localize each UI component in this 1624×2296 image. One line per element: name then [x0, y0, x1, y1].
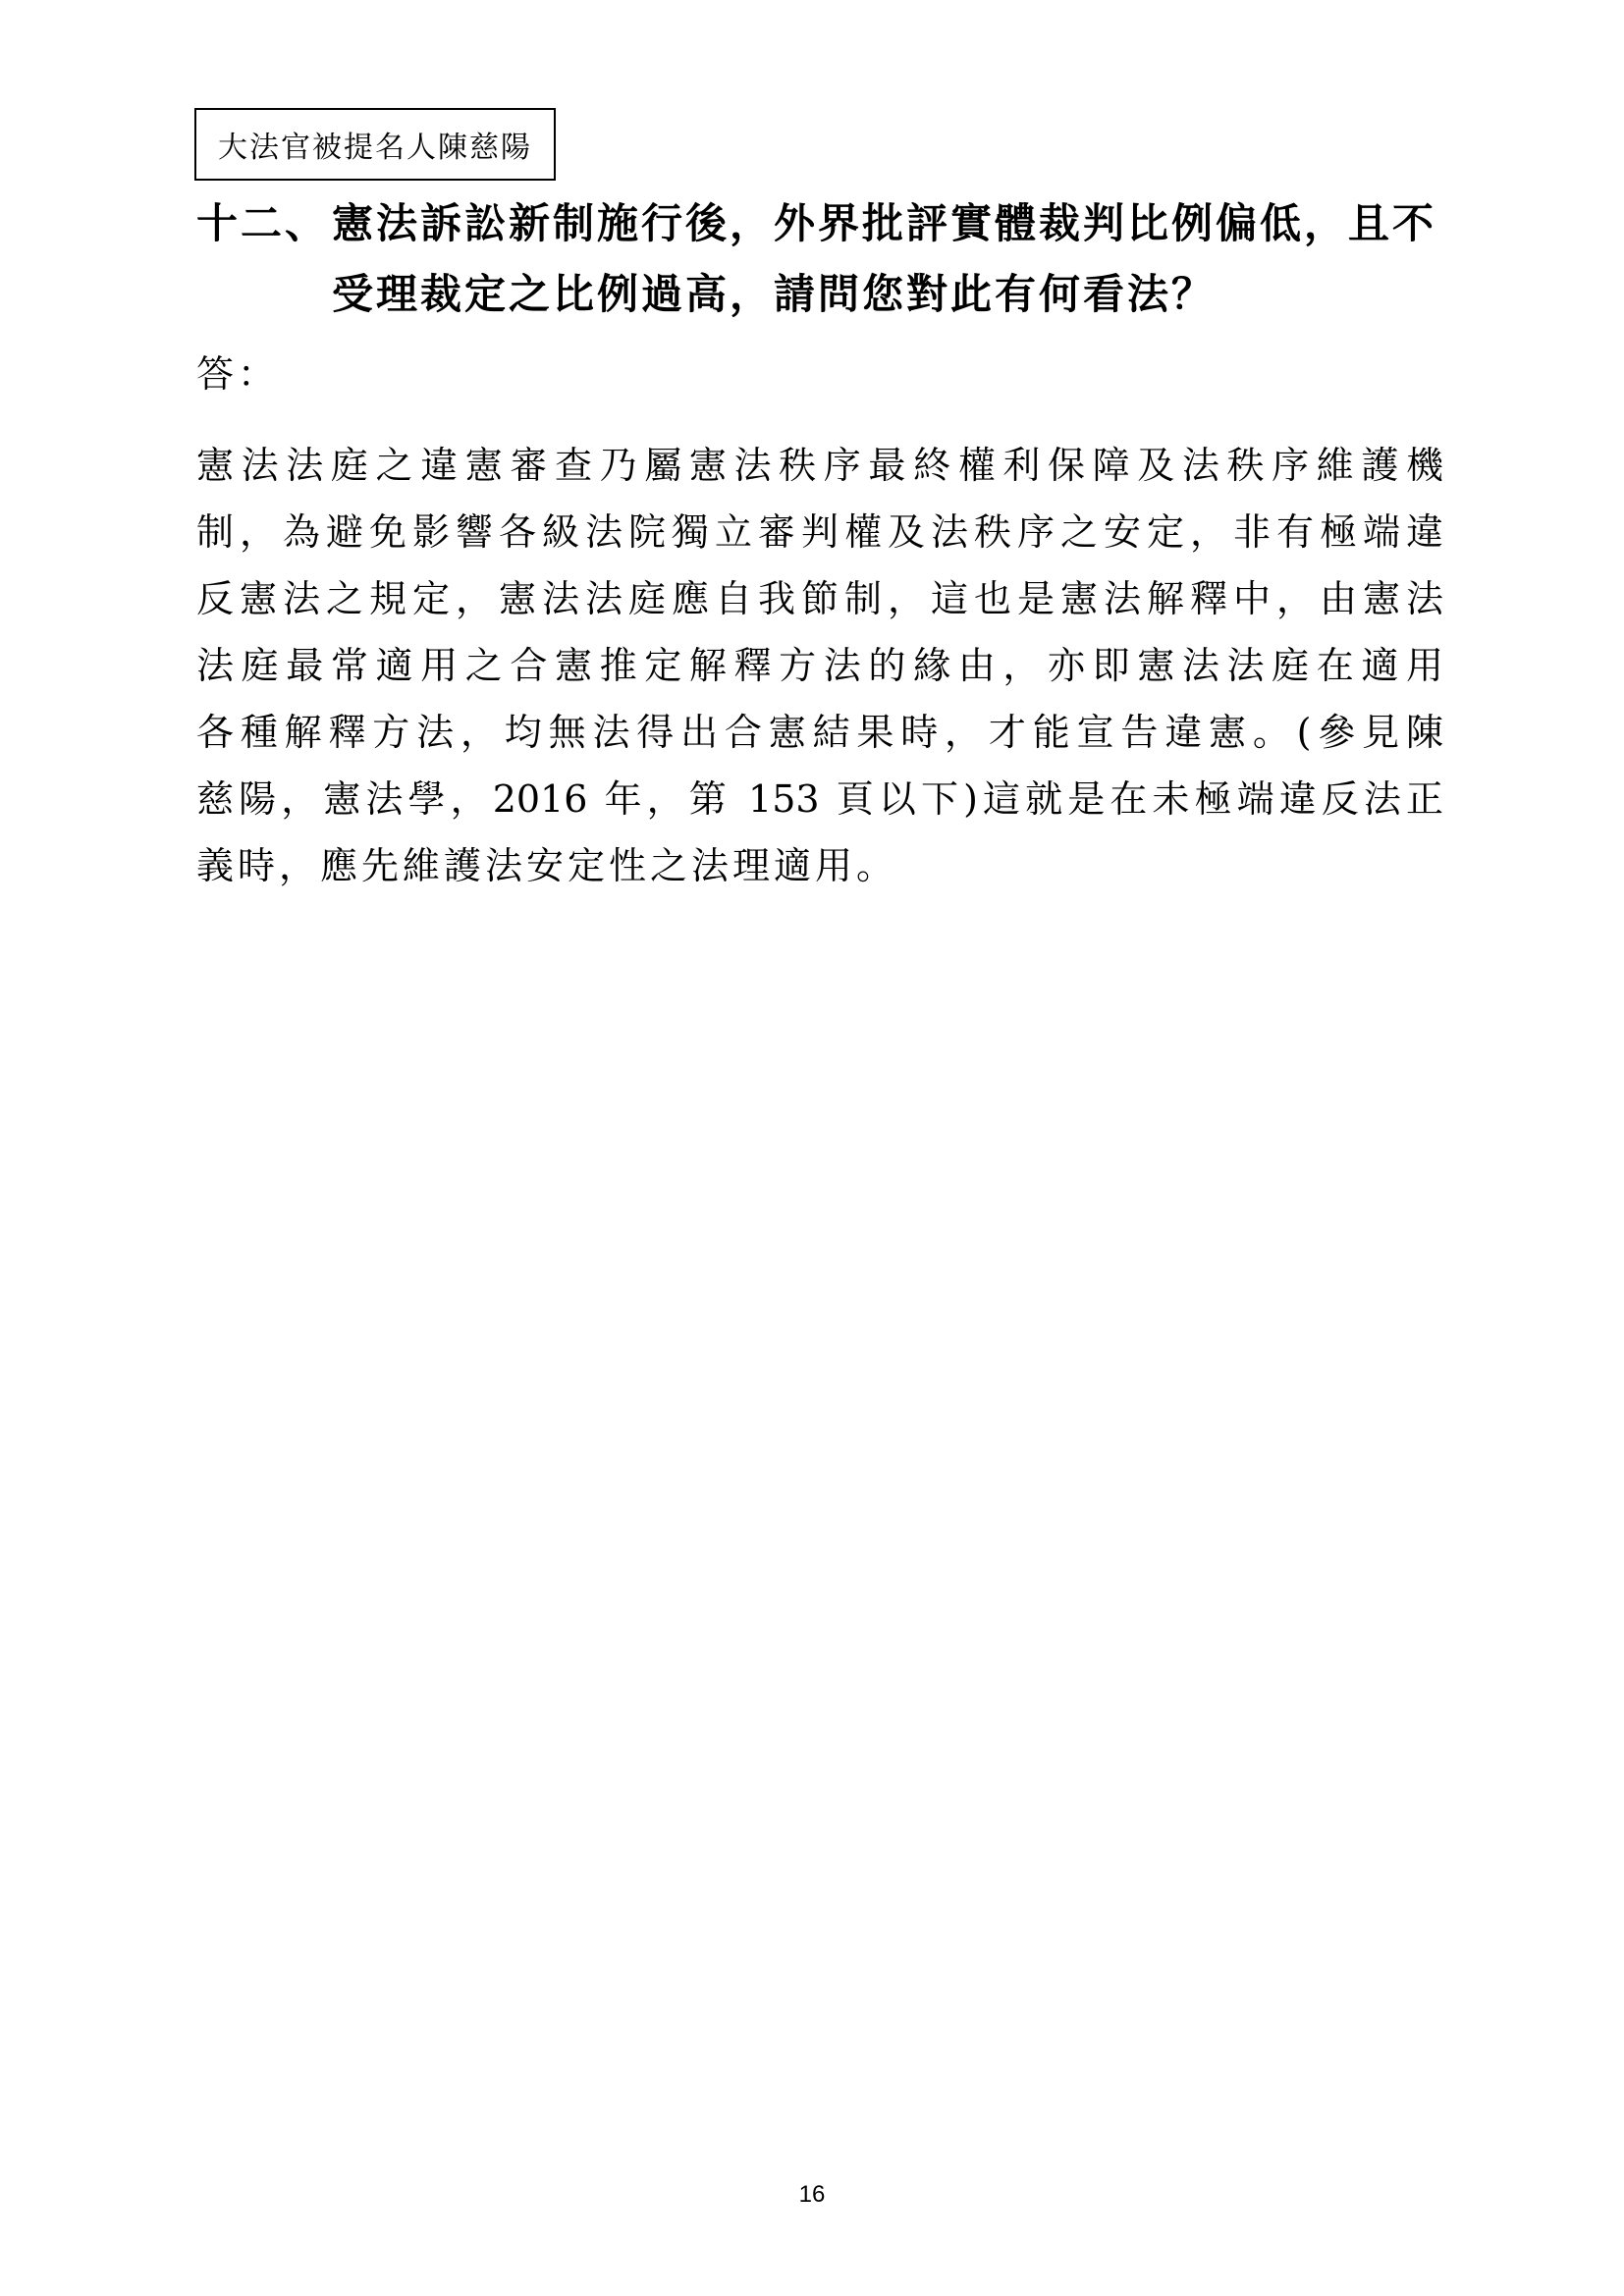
- answer-line: 憲法法庭之違憲審查乃屬憲法秩序最終權利保障及法秩序維護機: [196, 444, 1443, 487]
- question-heading: [196, 188, 1443, 330]
- question-number: 十二、: [196, 199, 330, 247]
- answer-line: 制，為避免影響各級法院獨立審判權及法秩序之安定，非有極端違: [196, 510, 1443, 554]
- nominee-label: 大法官被提名人陳慈陽: [218, 131, 532, 165]
- answer-line: 反憲法之規定，憲法法庭應自我節制，這也是憲法解釋中，由憲法: [196, 577, 1443, 620]
- answer-line: 各種解釋方法，均無法得出合憲結果時，才能宣告違憲。(參見陳: [196, 711, 1443, 754]
- page-number: 16: [798, 2181, 826, 2208]
- nominee-label-box: [194, 108, 556, 181]
- answer-line: 法庭最常適用之合憲推定解釋方法的緣由，亦即憲法法庭在適用: [196, 644, 1443, 687]
- answer-label: 答：: [196, 352, 280, 396]
- question-line-1: [196, 188, 1443, 259]
- answer-line: 義時，應先維護法安定性之法理適用。: [196, 844, 898, 887]
- question-text-1: 憲法訴訟新制施行後，外界批評實體裁判比例偏低，且不: [332, 199, 1437, 247]
- answer-body: [196, 432, 1443, 899]
- question-line-2: 受理裁定之比例過高，請問您對此有何看法？: [332, 270, 1217, 318]
- answer-line: 慈陽，憲法學，2016 年，第 153 頁以下)這就是在未極端違反法正: [196, 777, 1443, 821]
